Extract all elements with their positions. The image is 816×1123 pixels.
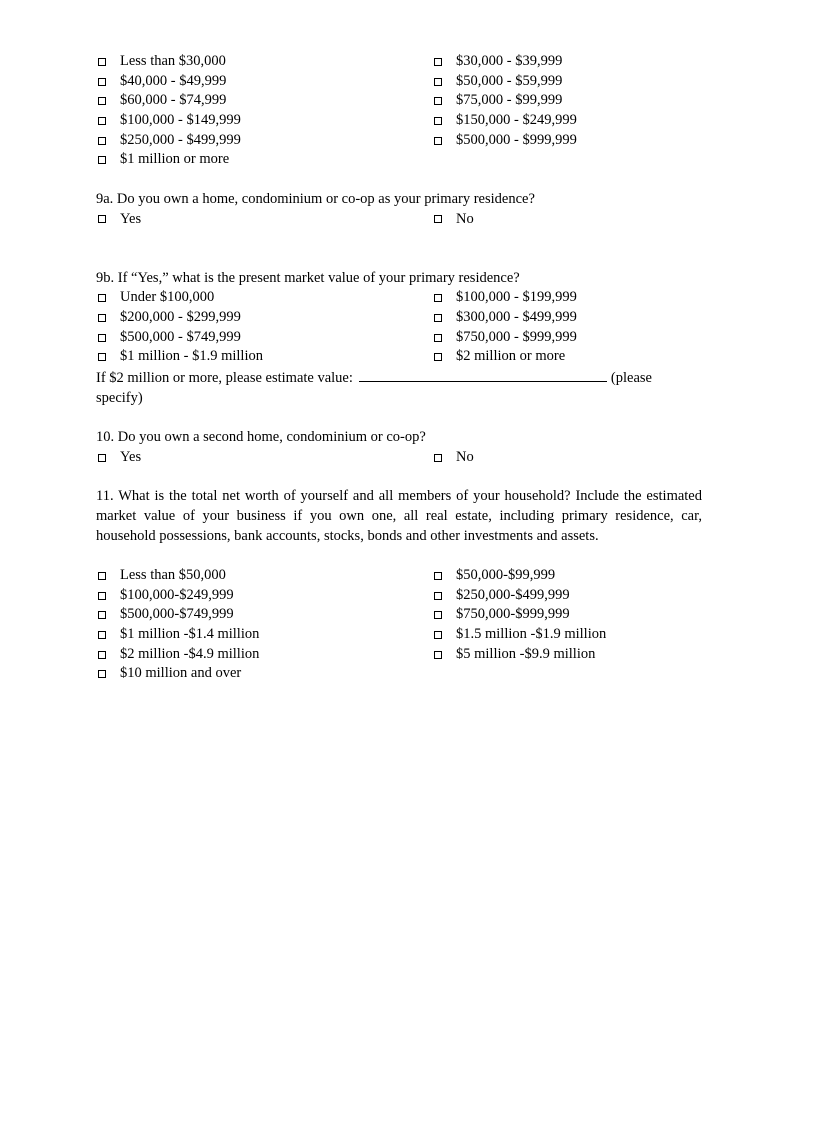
option[interactable]: [96, 150, 432, 170]
option-label: $500,000-$749,999: [120, 606, 234, 623]
checkbox[interactable]: [98, 78, 106, 86]
checkbox[interactable]: [434, 97, 442, 105]
option-label: $50,000 - $59,999: [456, 72, 563, 89]
checkbox[interactable]: [434, 334, 442, 342]
option[interactable]: [96, 664, 432, 684]
option-label: Under $100,000: [120, 289, 215, 306]
option-label: $1 million or more: [120, 151, 230, 168]
option-label: $75,000 - $99,999: [456, 92, 563, 109]
option-label: $40,000 - $49,999: [120, 72, 227, 89]
option-label: $100,000 - $199,999: [456, 289, 577, 306]
question-9b: 9b. If “Yes,” what is the present market value of your primary residence?: [96, 269, 520, 286]
option[interactable]: [432, 308, 716, 328]
option-no[interactable]: [432, 210, 716, 230]
option[interactable]: [432, 566, 716, 586]
q9a-options: [96, 210, 716, 230]
checkbox[interactable]: [434, 353, 442, 361]
option-label: $500,000 - $999,999: [456, 131, 577, 148]
checkbox[interactable]: [98, 334, 106, 342]
option[interactable]: [96, 131, 432, 151]
checkbox[interactable]: [434, 137, 442, 145]
option-label: Yes: [120, 448, 142, 465]
survey-page: [96, 52, 716, 684]
option[interactable]: [96, 328, 432, 348]
option[interactable]: [96, 566, 432, 586]
q9b-options: [96, 288, 716, 367]
option-label: $10 million and over: [120, 665, 242, 682]
option-label: $5 million -$9.9 million: [456, 645, 596, 662]
option[interactable]: [432, 91, 716, 111]
estimate-value-field[interactable]: [359, 367, 607, 382]
option[interactable]: [432, 625, 716, 645]
option-label: $100,000 - $149,999: [120, 112, 241, 129]
checkbox[interactable]: [98, 58, 106, 66]
checkbox[interactable]: [98, 454, 106, 462]
option-yes[interactable]: [96, 210, 432, 230]
option-label: $2 million -$4.9 million: [120, 645, 260, 662]
option[interactable]: [432, 72, 716, 92]
option[interactable]: [432, 328, 716, 348]
option[interactable]: [96, 605, 432, 625]
option-label: $1 million -$1.4 million: [120, 626, 260, 643]
option-label: $30,000 - $39,999: [456, 53, 563, 69]
checkbox[interactable]: [98, 631, 106, 639]
checkbox[interactable]: [434, 58, 442, 66]
option-label: $750,000-$999,999: [456, 606, 570, 623]
checkbox[interactable]: [98, 353, 106, 361]
estimate-prefix: If $2 million or more, please estimate value:: [96, 370, 353, 387]
option[interactable]: [432, 586, 716, 606]
checkbox[interactable]: [98, 156, 106, 164]
option-label: $750,000 - $999,999: [456, 328, 577, 345]
checkbox[interactable]: [98, 97, 106, 105]
option[interactable]: [96, 288, 432, 308]
option[interactable]: [96, 111, 432, 131]
option[interactable]: [432, 347, 716, 367]
option[interactable]: [96, 91, 432, 111]
option[interactable]: [96, 586, 432, 606]
option[interactable]: [432, 645, 716, 665]
checkbox[interactable]: [98, 670, 106, 678]
q8-options: [96, 52, 716, 170]
checkbox[interactable]: [434, 631, 442, 639]
checkbox[interactable]: [434, 454, 442, 462]
question-10: 10. Do you own a second home, condominium or co-op?: [96, 429, 426, 446]
option-label: $100,000-$249,999: [120, 586, 234, 603]
option-label: Yes: [120, 210, 142, 227]
checkbox[interactable]: [434, 78, 442, 86]
option-label: No: [456, 448, 474, 465]
option[interactable]: [432, 605, 716, 625]
checkbox[interactable]: [98, 592, 106, 600]
estimate-wrap: specify): [96, 389, 143, 406]
option[interactable]: [96, 308, 432, 328]
option-yes[interactable]: [96, 448, 432, 468]
checkbox[interactable]: [98, 137, 106, 145]
checkbox[interactable]: [434, 117, 442, 125]
option[interactable]: [96, 52, 432, 72]
option-label: $2 million or more: [456, 348, 566, 365]
question-11: 11. What is the total net worth of yourself and all members of your household? Include the estimated market value of your business if you own one, all real estate, including primary residence, car, household possessions, bank accounts, stocks, bonds and other investments and assets.: [96, 488, 702, 544]
option[interactable]: [96, 645, 432, 665]
q11-options: [96, 566, 716, 684]
checkbox[interactable]: [434, 215, 442, 223]
checkbox[interactable]: [434, 314, 442, 322]
option-label: $300,000 - $499,999: [456, 308, 577, 325]
option-label: $1.5 million -$1.9 million: [456, 626, 607, 643]
checkbox[interactable]: [434, 294, 442, 302]
option[interactable]: [432, 111, 716, 131]
option-label: $60,000 - $74,999: [120, 92, 227, 109]
option-label: $200,000 - $299,999: [120, 308, 241, 325]
option-label: $250,000-$499,999: [456, 586, 570, 603]
option[interactable]: [432, 52, 716, 72]
checkbox[interactable]: [434, 651, 442, 659]
estimate-line: [96, 367, 716, 389]
estimate-suffix: (please: [610, 370, 652, 387]
checkbox[interactable]: [98, 651, 106, 659]
option[interactable]: [432, 131, 716, 151]
option[interactable]: [432, 288, 716, 308]
option[interactable]: [96, 625, 432, 645]
checkbox[interactable]: [98, 215, 106, 223]
q10-options: [96, 448, 716, 468]
option[interactable]: [96, 72, 432, 92]
checkbox[interactable]: [98, 611, 106, 619]
checkbox[interactable]: [98, 572, 106, 580]
option-label: $250,000 - $499,999: [120, 131, 241, 148]
checkbox[interactable]: [434, 592, 442, 600]
option-label: $50,000-$99,999: [456, 567, 556, 584]
option-label: Less than $30,000: [120, 53, 226, 69]
option-no[interactable]: [432, 448, 716, 468]
option[interactable]: [96, 347, 432, 367]
option-label: Less than $50,000: [120, 567, 226, 584]
option-label: No: [456, 210, 474, 227]
checkbox[interactable]: [98, 294, 106, 302]
option-label: $500,000 - $749,999: [120, 328, 241, 345]
option-label: $150,000 - $249,999: [456, 112, 577, 129]
question-9a: 9a. Do you own a home, condominium or co-op as your primary residence?: [96, 190, 535, 207]
checkbox[interactable]: [434, 572, 442, 580]
checkbox[interactable]: [98, 314, 106, 322]
checkbox[interactable]: [98, 117, 106, 125]
checkbox[interactable]: [434, 611, 442, 619]
option-label: $1 million - $1.9 million: [120, 348, 263, 365]
